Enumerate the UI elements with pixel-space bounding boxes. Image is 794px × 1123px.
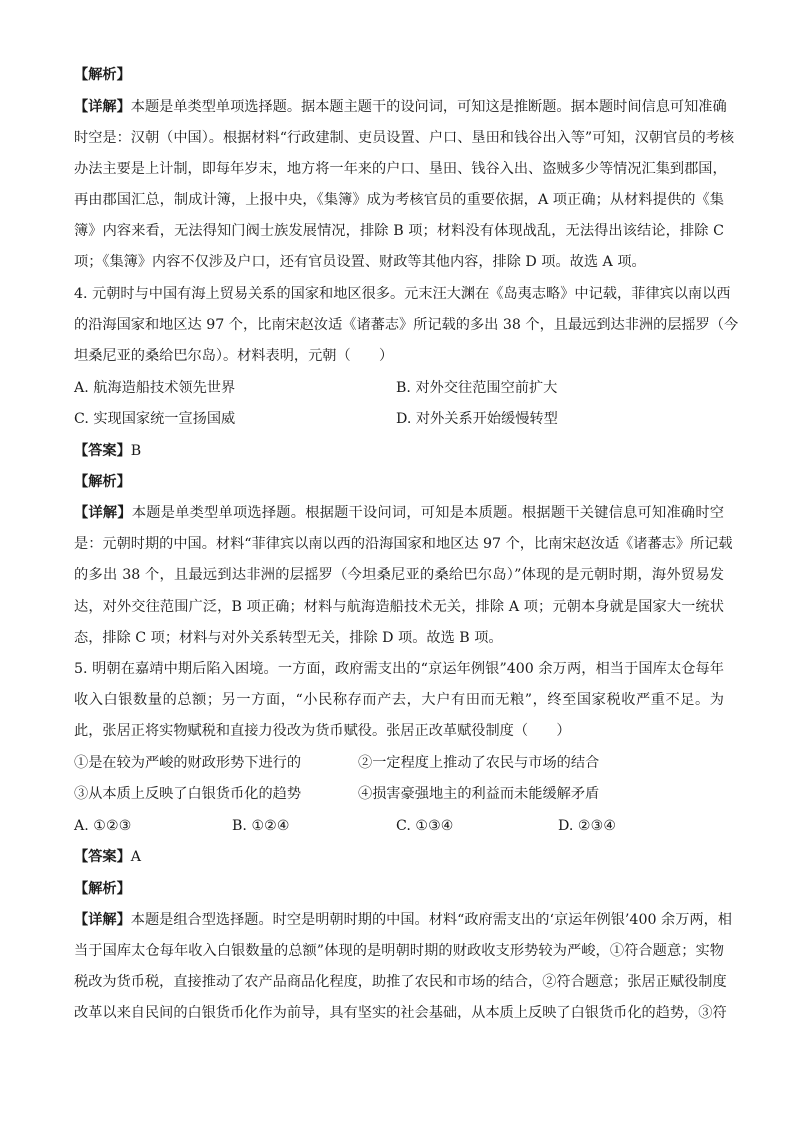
question-4-stem: 的沿海国家和地区达 97 个，比南宋赵汝适《诸蕃志》所记载的多出 38 个，且最远到达非洲的层摇罗（今 bbox=[74, 317, 739, 333]
statement-3: ③从本质上反映了白银货币化的趋势 bbox=[74, 786, 302, 802]
question-4-stem: 坦桑尼亚的桑给巴尔岛）。材料表明，元朝（ ） bbox=[74, 348, 394, 364]
option-b: B. ①②④ bbox=[232, 818, 290, 834]
option-c: C. 实现国家统一宣扬国威 bbox=[74, 411, 236, 427]
detail-line: 税改为货币税，直接推动了农产品商品化程度，助推了农民和市场的结合，②符合题意；张居正赋役制度 bbox=[74, 974, 727, 990]
option-a: A. 航海造船技术领先世界 bbox=[74, 380, 236, 396]
question-5-stem: 收入白银数量的总额；另一方面，“小民称存而产去，大户有田而无粮”，终至国家税收严重不足。为 bbox=[74, 692, 724, 708]
statement-1: ①是在较为严峻的财政形势下进行的 bbox=[74, 755, 302, 771]
analysis-label: 【解析】 bbox=[74, 474, 131, 490]
statement-2: ②一定程度上推动了农民与市场的结合 bbox=[358, 755, 600, 771]
detail-line: 办法主要是上计制，即每年岁末，地方将一年来的户口、垦田、钱谷入出、盗贼多少等情况汇集到郡国， bbox=[74, 161, 727, 177]
detail-line: 【详解】本题是单类型单项选择题。根据题干设问词，可知是本质题。根据题干关键信息可知准确时空 bbox=[74, 505, 724, 521]
answer-line: 【答案】B bbox=[74, 443, 142, 459]
detail-line: 簿》内容来看，无法得知门阀士族发展情况，排除 B 项；材料没有体现战乱，无法得出该结论，排除 C bbox=[74, 223, 724, 239]
option-b: B. 对外交往范围空前扩大 bbox=[396, 380, 558, 396]
detail-line: 的多出 38 个，且最远到达非洲的层摇罗（今坦桑尼亚的桑给巴尔岛）”体现的是元朝时期，海外贸易发 bbox=[74, 567, 724, 583]
detail-line: 项；《集簿》内容不仅涉及户口，还有官员设置、财政等其他内容，排除 D 项。故选 A 项。 bbox=[74, 254, 646, 270]
detail-line: 时空是：汉朝（中国）。根据材料“行政建制、吏员设置、户口、垦田和钱谷出入等”可知，汉朝官员的考核 bbox=[74, 130, 735, 146]
detail-line: 再由郡国汇总，制成计簿，上报中央，《集簿》成为考核官员的重要依据，A 项正确；从材料提供的《集 bbox=[74, 192, 724, 208]
analysis-label: 【解析】 bbox=[74, 67, 131, 83]
answer-value: B bbox=[130, 443, 142, 459]
question-4-stem: 4. 元朝时与中国有海上贸易关系的国家和地区很多。元末汪大渊在《岛夷志略》中记载，菲律宾以南以西 bbox=[74, 286, 731, 302]
option-a: A. ①②③ bbox=[74, 818, 132, 834]
detail-line: 是：元朝时期的中国。材料“菲律宾以南以西的沿海国家和地区达 97 个，比南宋赵汝适《诸蕃志》所记载 bbox=[74, 536, 733, 552]
option-c: C. ①③④ bbox=[396, 818, 454, 834]
detail-line: 当于国库太仓每年收入白银数量的总额”体现的是明朝时期的财政收支形势较为严峻，①符合题意；实物 bbox=[74, 943, 724, 959]
option-d: D. 对外关系开始缓慢转型 bbox=[396, 411, 558, 427]
statement-4: ④损害豪强地主的利益而未能缓解矛盾 bbox=[358, 786, 600, 802]
detail-line: 达，对外交往范围广泛，B 项正确；材料与航海造船技术无关，排除 A 项；元朝本身就是国家大一统状 bbox=[74, 599, 724, 615]
answer-value: A bbox=[130, 849, 142, 865]
detail-line: 【详解】本题是单类型单项选择题。据本题主题干的设问词，可知这是推断题。据本题时间信息可知准确 bbox=[74, 99, 727, 115]
answer-line: 【答案】A bbox=[74, 849, 142, 865]
detail-line: 【详解】本题是组合型选择题。时空是明朝时期的中国。材料“政府需支出的‘京运年例银’400 余万两，相 bbox=[74, 912, 732, 928]
option-d: D. ②③④ bbox=[558, 818, 617, 834]
analysis-label: 【解析】 bbox=[74, 881, 131, 897]
question-5-stem: 5. 明朝在嘉靖中期后陷入困境。一方面，政府需支出的“京运年例银”400 余万两，相当于国库太仓每年 bbox=[74, 661, 724, 677]
detail-line: 改革以来自民间的白银货币化作为前导，具有坚实的社会基础，从本质上反映了白银货币化的趋势，③符 bbox=[74, 1005, 727, 1021]
question-5-stem: 此，张居正将实物赋税和直接力役改为货币赋役。张居正改革赋役制度（ ） bbox=[74, 723, 571, 739]
detail-line: 态，排除 C 项；材料与对外关系转型无关，排除 D 项。故选 B 项。 bbox=[74, 630, 503, 646]
